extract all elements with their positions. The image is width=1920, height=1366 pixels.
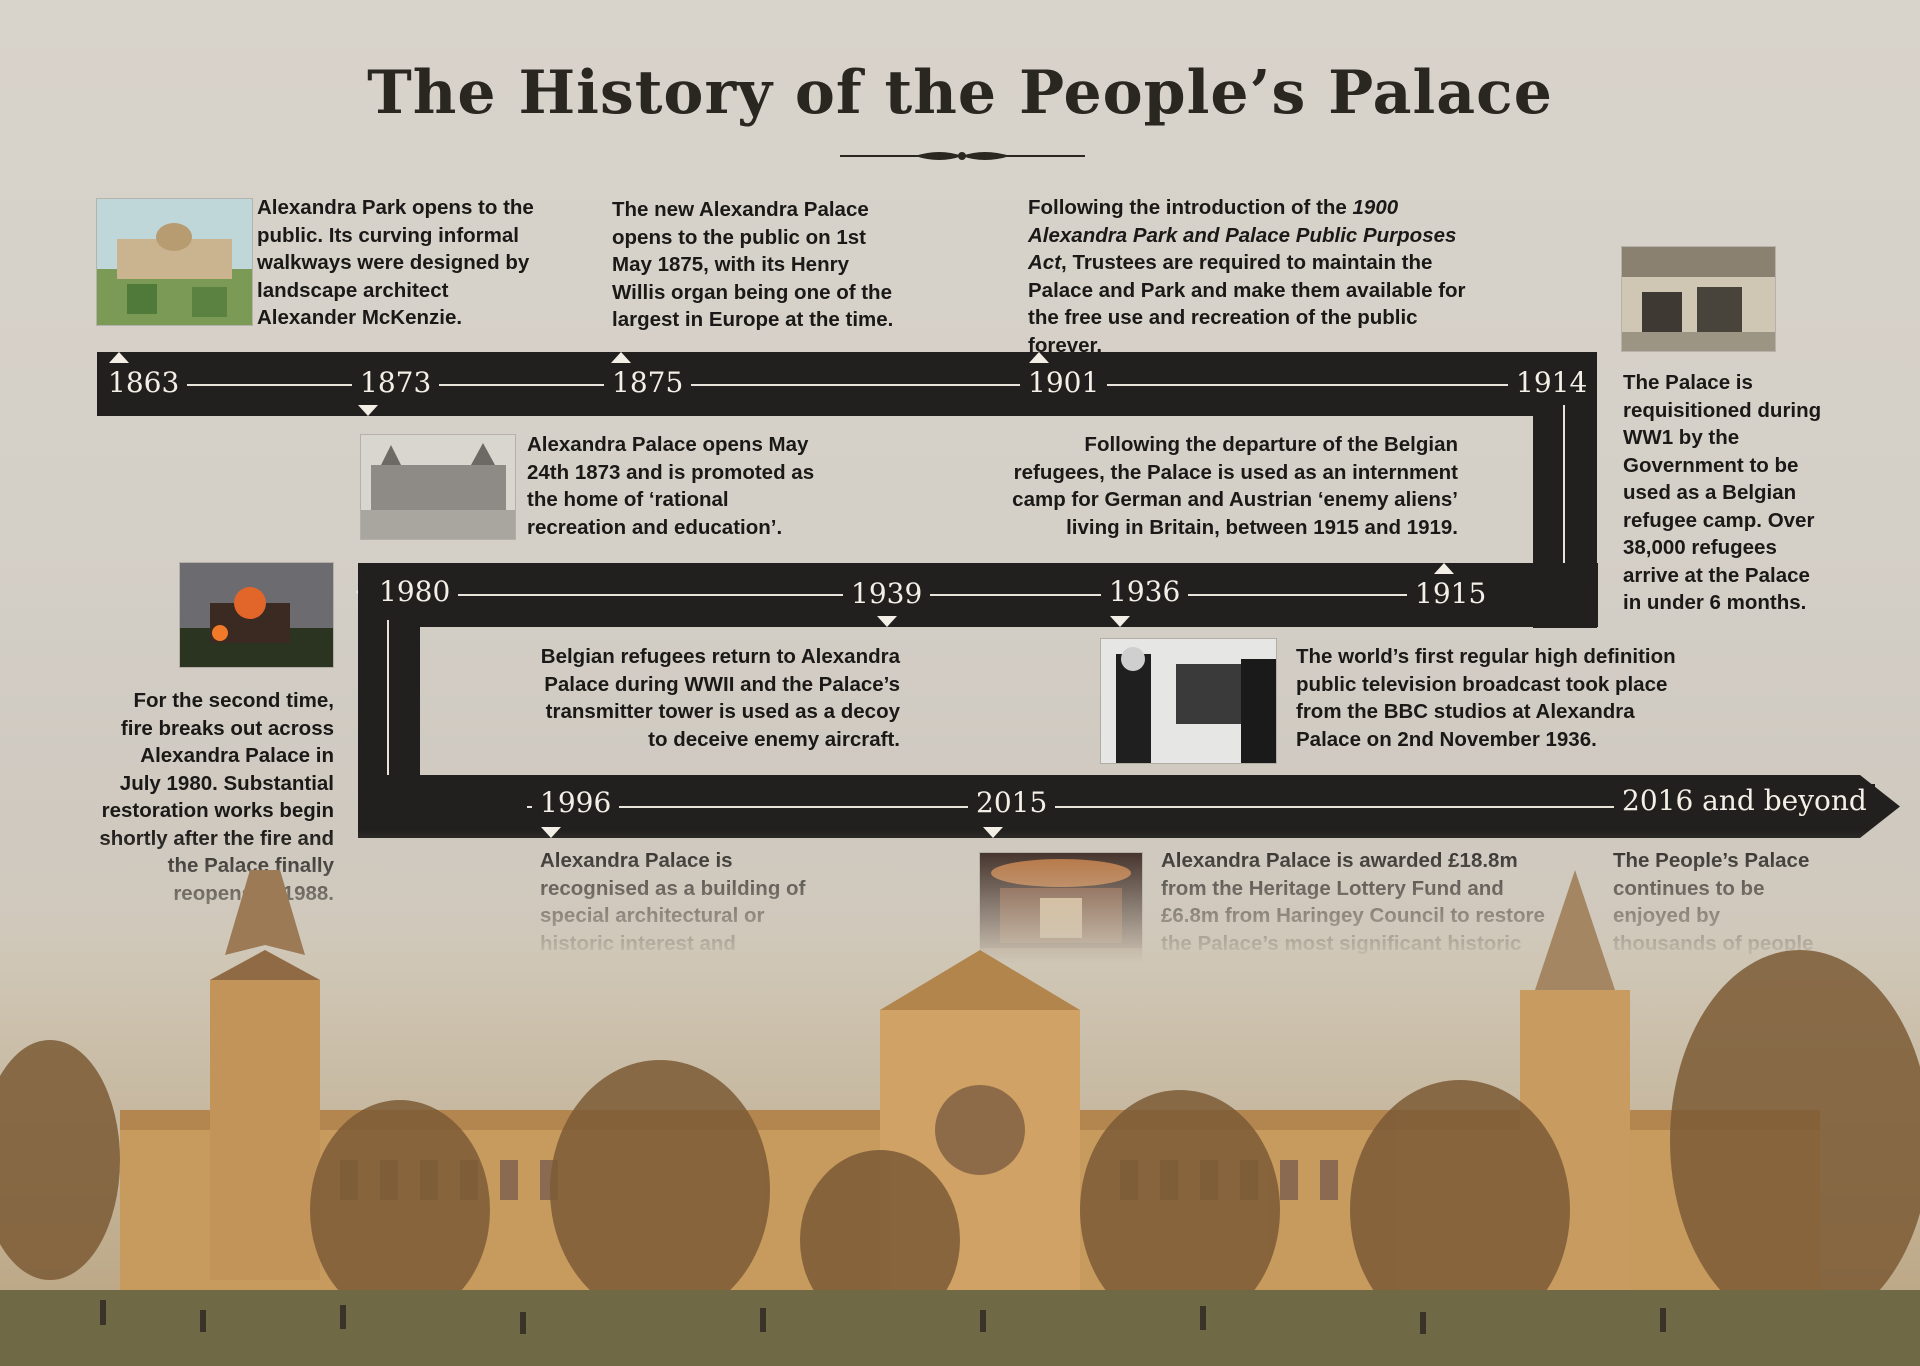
year-1901: 1901 (1020, 366, 1107, 400)
event-1980-text: For the second time, fire breaks out across Alexandra Palace in July 1980. Substantial restoration works begin (101, 689, 334, 822)
event-1901-text: Following the introduction of the 1900 Alexandra Park and Palace Public Purposes Act, Trustees are required to maintain the Palace and Park and make them available for the free use and recreation of the public forever. (1028, 196, 1466, 357)
event-1936-text: The world’s first regular high definition public television broadcast took place from the BBC studios at Alexandra Palace on 2nd November 1936. (1296, 645, 1676, 751)
event-1873-text: Alexandra Palace opens May 24th 1873 and is promoted as the home of ‘rational recreation and education’. (527, 433, 815, 539)
marker-1875-icon (611, 352, 631, 363)
marker-1915-icon (1434, 563, 1454, 574)
event-1939-text: Belgian refugees return to Alexandra Palace during WWII and the Palace’s transmitter tower is used as a decoy to deceive enemy aircraft. (540, 645, 900, 751)
year-1873: 1873 (352, 366, 439, 400)
marker-1873-icon (358, 405, 378, 416)
page-title: The History of the People’s Palace (367, 58, 1553, 128)
year-2016-and-beyond: 2016 and beyond (1614, 784, 1875, 818)
event-1863-text: Alexandra Park opens to the public. Its curving informal walkways were designed by landscape architect Alexander McKenzie. (257, 196, 534, 329)
year-1914: 1914 (1508, 366, 1595, 400)
event-1875-text: The new Alexandra Palace opens to the public on 1st May 1875, with its Henry Willis organ being one of the largest in Europe at the time. (612, 198, 894, 331)
marker-1939-icon (877, 616, 897, 627)
year-1939: 1939 (843, 577, 930, 611)
year-1863: 1863 (100, 366, 187, 400)
marker-1863-icon (109, 352, 129, 363)
year-2015: 2015 (968, 786, 1055, 820)
year-1915: 1915 (1407, 577, 1494, 611)
palace-painting-illustration (0, 830, 1920, 1366)
fire-1980-image (180, 563, 333, 667)
title-ornament (840, 146, 1085, 166)
year-1936: 1936 (1101, 575, 1188, 609)
year-1875: 1875 (604, 366, 691, 400)
year-1980: 1980 (371, 575, 458, 609)
year-1996: 1996 (532, 786, 619, 820)
event-1914-text: The Palace is requisitioned during WW1 by the Government to be used as a Belgian refugee camp. Over 38,000 refugees arrive at the Palace in under 6 months. (1623, 371, 1822, 614)
palace-1873-engraving (361, 435, 515, 539)
park-1863-image (97, 199, 252, 325)
bbc-broadcast-1936-image (1101, 639, 1276, 763)
marker-1936-icon (1110, 616, 1130, 627)
refugee-camp-image (1622, 247, 1775, 351)
event-1915-text: Following the departure of the Belgian refugees, the Palace is used as an internment camp for German and Austrian ‘enemy aliens’ living in Britain, between 1915 and 1919. (1012, 433, 1458, 539)
